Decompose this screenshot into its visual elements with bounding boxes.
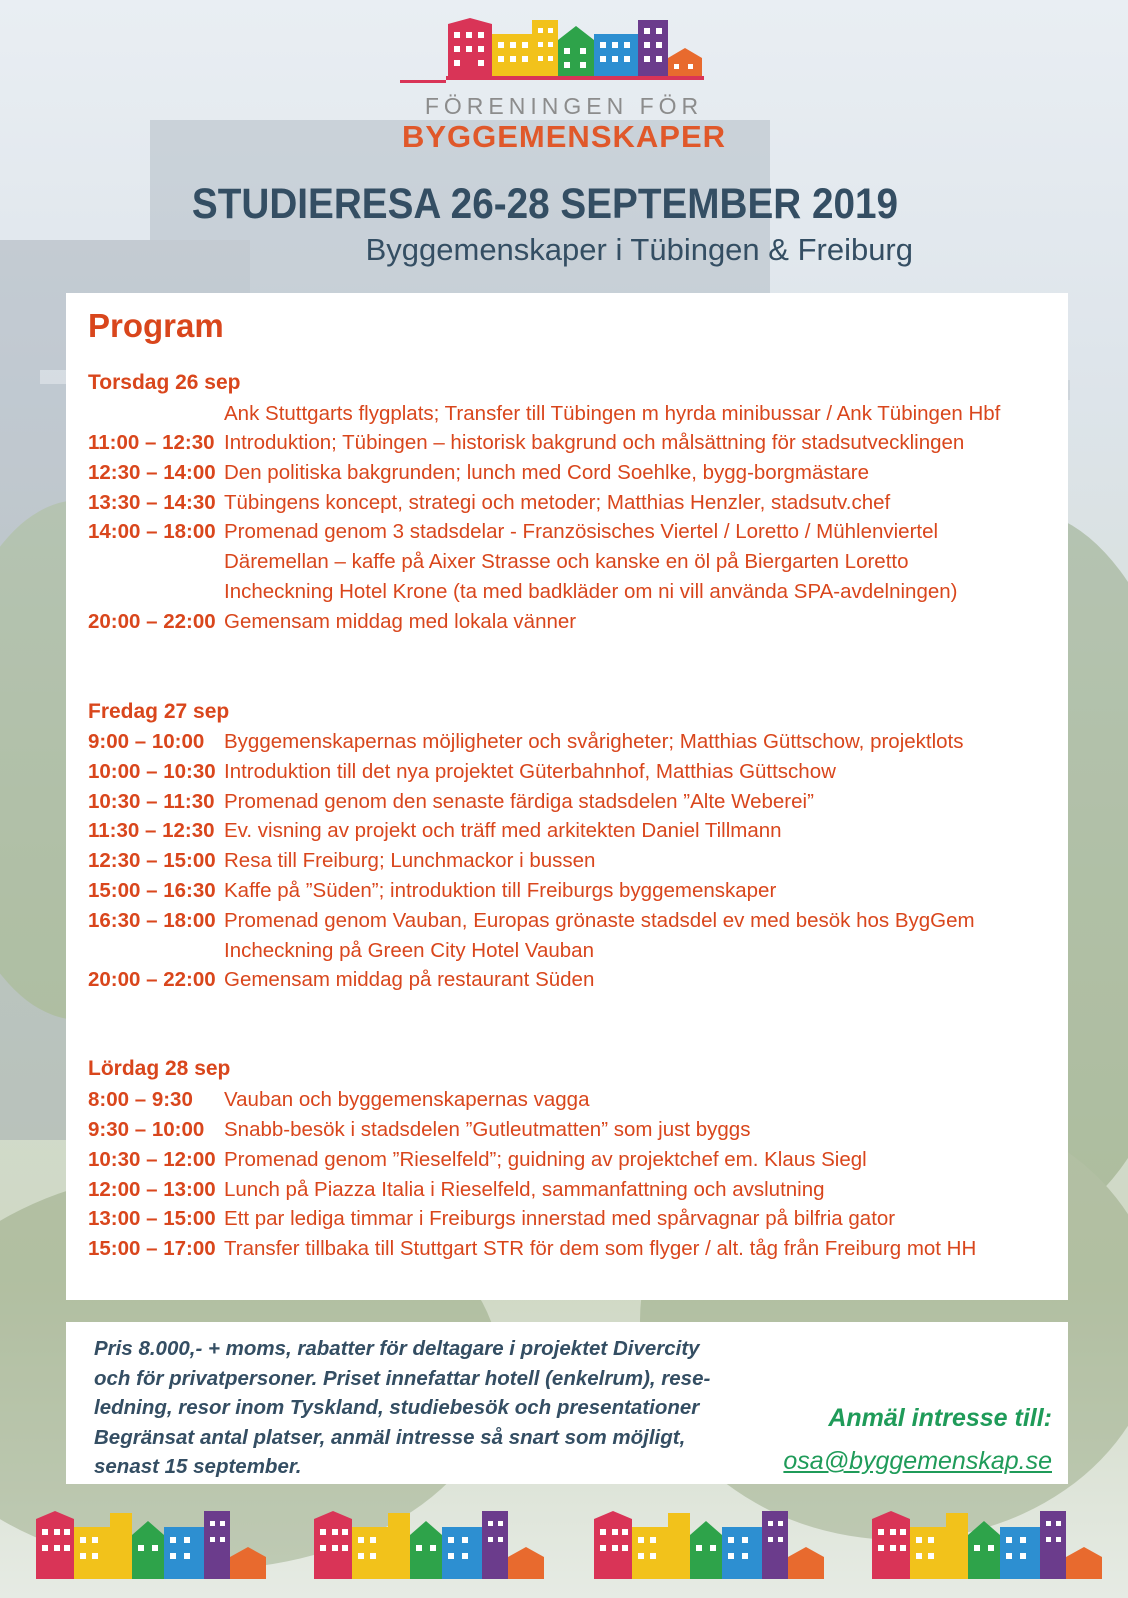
price-info-line: senast 15 september. [94,1455,302,1478]
schedule-row [88,1207,1048,1237]
schedule-time: 12:30 – 15:00 [88,849,216,872]
schedule-row [88,491,1048,521]
colorful-houses-icon [400,18,720,98]
schedule-description: Resa till Freiburg; Lunchmackor i bussen [224,849,596,872]
schedule-description: Incheckning på Green City Hotel Vauban [224,939,594,962]
day-heading-friday: Fredag 27 sep [88,700,230,723]
schedule-row [88,1118,1048,1148]
day-heading-thursday: Torsdag 26 sep [88,371,241,394]
schedule-time: 11:30 – 12:30 [88,819,215,842]
schedule-time: 13:00 – 15:00 [88,1207,216,1230]
schedule-description: Snabb-besök i stadsdelen ”Gutleutmatten” som just byggs [224,1118,751,1141]
schedule-row [88,1237,1048,1267]
program-heading: Program [88,307,224,344]
price-info [94,1334,714,1482]
schedule-time: 14:00 – 18:00 [88,520,216,543]
schedule-time: 13:30 – 14:30 [88,491,216,514]
schedule-row [88,461,1048,491]
schedule-row [88,968,1048,998]
page-title: STUDIERESA 26-28 SEPTEMBER 2019 [191,180,899,228]
schedule-row [88,520,1048,550]
schedule-description: Incheckning Hotel Krone (ta med badkläder om ni vill använda SPA-avdelningen) [224,580,958,603]
schedule-time: 10:00 – 10:30 [88,760,216,783]
schedule-time: 16:30 – 18:00 [88,909,216,932]
schedule-description: Vauban och byggemenskapernas vagga [224,1088,590,1111]
schedule-description: Promenad genom Vauban, Europas grönaste stadsdel ev med besök hos BygGem [224,909,975,932]
schedule-row [88,402,1048,432]
schedule-time: 11:00 – 12:30 [88,431,215,454]
schedule-row [88,760,1048,790]
schedule-description: Gemensam middag med lokala vänner [224,610,577,633]
schedule-time: 12:00 – 13:00 [88,1178,216,1201]
logo-text-byggemenskaper: BYGGEMENSKAPER [401,119,727,154]
logo [0,0,1128,160]
schedule-time: 20:00 – 22:00 [88,610,216,633]
schedule-row [88,849,1048,879]
schedule-row [88,819,1048,849]
schedule-row [88,790,1048,820]
schedule-row [88,550,1048,580]
schedule-row [88,610,1048,640]
schedule-time: 10:30 – 11:30 [88,790,215,813]
schedule-description: Introduktion till det nya projektet Güterbahnhof, Matthias Güttschow [224,760,836,783]
schedule-row [88,939,1048,969]
schedule-row [88,580,1048,610]
schedule-description: Ev. visning av projekt och träff med arkitekten Daniel Tillmann [224,819,782,842]
schedule-time: 9:00 – 10:00 [88,730,205,753]
schedule-time: 15:00 – 16:30 [88,879,216,902]
schedule-time: 12:30 – 14:00 [88,461,216,484]
schedule-row [88,909,1048,939]
schedule-row [88,1178,1048,1208]
schedule-description: Däremellan – kaffe på Aixer Strasse och kanske en öl på Biergarten Loretto [224,550,909,573]
schedule-description: Transfer tillbaka till Stuttgart STR för dem som flyger / alt. tåg från Freiburg mot HH [224,1237,977,1260]
schedule-description: Promenad genom 3 stadsdelar - Französisches Viertel / Loretto / Mühlenviertel [224,520,939,543]
colorful-houses-icon [868,1505,1128,1590]
schedule-row [88,1148,1048,1178]
signup-label: Anmäl intresse till: [828,1404,1052,1432]
schedule-description: Gemensam middag på restaurant Süden [224,968,595,991]
schedule-description: Den politiska bakgrunden; lunch med Cord Soehlke, bygg-borgmästare [224,461,869,484]
colorful-houses-icon [590,1505,850,1590]
schedule-description: Ank Stuttgarts flygplats; Transfer till Tübingen m hyrda minibussar / Ank Tübingen Hbf [224,402,1001,425]
price-info-line: ledning, resor inom Tyskland, studiebesök och presentationer [94,1396,700,1419]
schedule-row [88,879,1048,909]
schedule-description: Promenad genom ”Rieselfeld”; guidning av projektchef em. Klaus Siegl [224,1148,867,1171]
schedule-time: 20:00 – 22:00 [88,968,216,991]
price-info-line: Begränsat antal platser, anmäl intresse så snart som möjligt, [94,1425,686,1449]
schedule-description: Ett par lediga timmar i Freiburgs innerstad med spårvagnar på bilfria gator [224,1207,896,1230]
logo-text-foreningen: FÖRENINGEN FÖR [424,93,704,119]
schedule-row [88,431,1048,461]
colorful-houses-icon [310,1505,570,1590]
schedule-time: 8:00 – 9:30 [88,1088,193,1111]
schedule-description: Kaffe på ”Süden”; introduktion till Freiburgs byggemenskaper [224,879,777,902]
price-info-line: Pris 8.000,- + moms, rabatter för deltagare i projektet Divercity [94,1337,700,1360]
schedule-time: 10:30 – 12:00 [88,1148,216,1171]
schedule-time: 9:30 – 10:00 [88,1118,205,1141]
signup-email-link[interactable]: osa@byggemenskap.se [783,1447,1052,1475]
colorful-houses-icon [32,1505,292,1590]
schedule-row [88,730,1048,760]
schedule-description: Tübingens koncept, strategi och metoder; Matthias Henzler, stadsutv.chef [224,491,891,514]
schedule-description: Lunch på Piazza Italia i Rieselfeld, sammanfattning och avslutning [224,1178,825,1201]
footer-houses-strip [0,1505,1128,1590]
schedule-description: Promenad genom den senaste färdiga stadsdelen ”Alte Weberei” [224,790,814,813]
page-subtitle: Byggemenskaper i Tübingen & Freiburg [365,232,913,267]
day-heading-saturday: Lördag 28 sep [88,1057,231,1080]
schedule-row [88,1088,1048,1118]
schedule-description: Introduktion; Tübingen – historisk bakgrund och målsättning för stadsutvecklingen [224,431,965,454]
schedule-time: 15:00 – 17:00 [88,1237,216,1260]
price-info-line: och för privatpersoner. Priset innefattar hotell (enkelrum), rese- [94,1366,711,1390]
schedule-description: Byggemenskapernas möjligheter och svårigheter; Matthias Güttschow, projektlots [224,730,964,753]
